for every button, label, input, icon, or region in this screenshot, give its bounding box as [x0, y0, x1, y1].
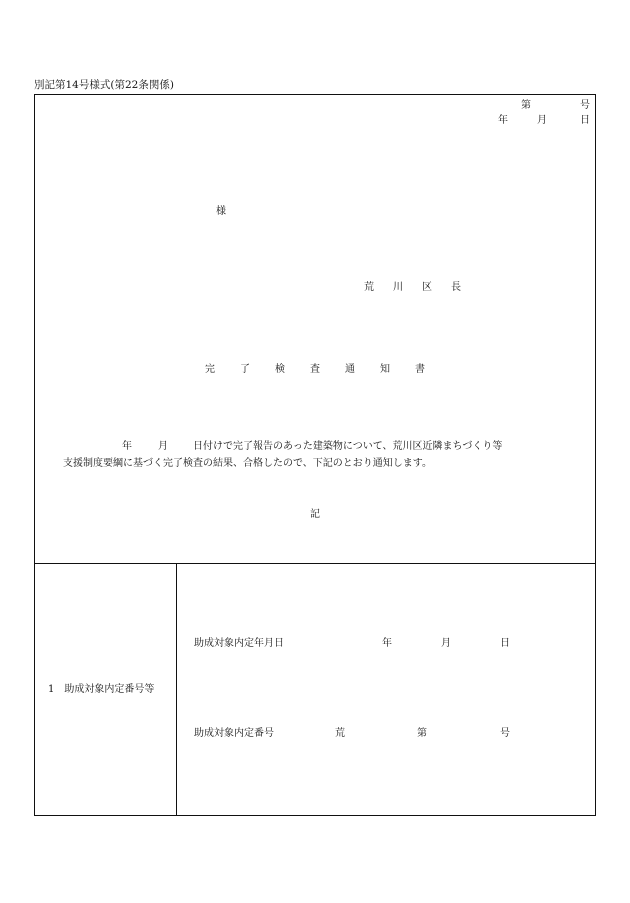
body-year: 年 [122, 441, 132, 452]
form-frame [34, 94, 596, 816]
title-char: 完 [205, 364, 215, 375]
approval-number-prefix: 荒 [335, 728, 345, 739]
body-line1: 日付けで完了報告のあった建築物について、荒川区近隣まちづくり等 [193, 441, 503, 452]
date-month: 月 [537, 115, 547, 126]
date-year: 年 [498, 115, 508, 126]
approval-number-label: 助成対象内定番号 [194, 728, 274, 739]
title-char: 書 [415, 364, 425, 375]
approval-date-month: 月 [441, 638, 451, 649]
issuer-char: 川 [393, 282, 403, 293]
title-char: 了 [240, 364, 250, 375]
title-char: 通 [345, 364, 355, 375]
date-day: 日 [580, 115, 590, 126]
number-dai: 第 [521, 100, 531, 111]
title-char: 査 [310, 364, 320, 375]
body-month: 月 [158, 441, 168, 452]
table-column-divider [176, 563, 177, 816]
number-go: 号 [580, 100, 590, 111]
form-label: 別記第14号様式(第22条関係) [34, 79, 174, 91]
title-char: 検 [275, 364, 285, 375]
issuer-char: 区 [422, 282, 432, 293]
body-line2: 支援制度要綱に基づく完了検査の結果、合格したので、下記のとおり通知します。 [63, 458, 432, 469]
approval-date-year: 年 [382, 638, 392, 649]
issuer-char: 荒 [364, 282, 374, 293]
ki-heading: 記 [310, 509, 320, 520]
addressee-suffix: 様 [216, 206, 226, 217]
title-char: 知 [380, 364, 390, 375]
approval-date-day: 日 [500, 638, 510, 649]
table-row-label: 1 助成対象内定番号等 [48, 684, 155, 695]
issuer-char: 長 [451, 282, 461, 293]
table-top-divider [34, 563, 596, 564]
approval-number-go: 号 [500, 728, 510, 739]
approval-number-dai: 第 [417, 728, 427, 739]
approval-date-label: 助成対象内定年月日 [194, 638, 284, 649]
